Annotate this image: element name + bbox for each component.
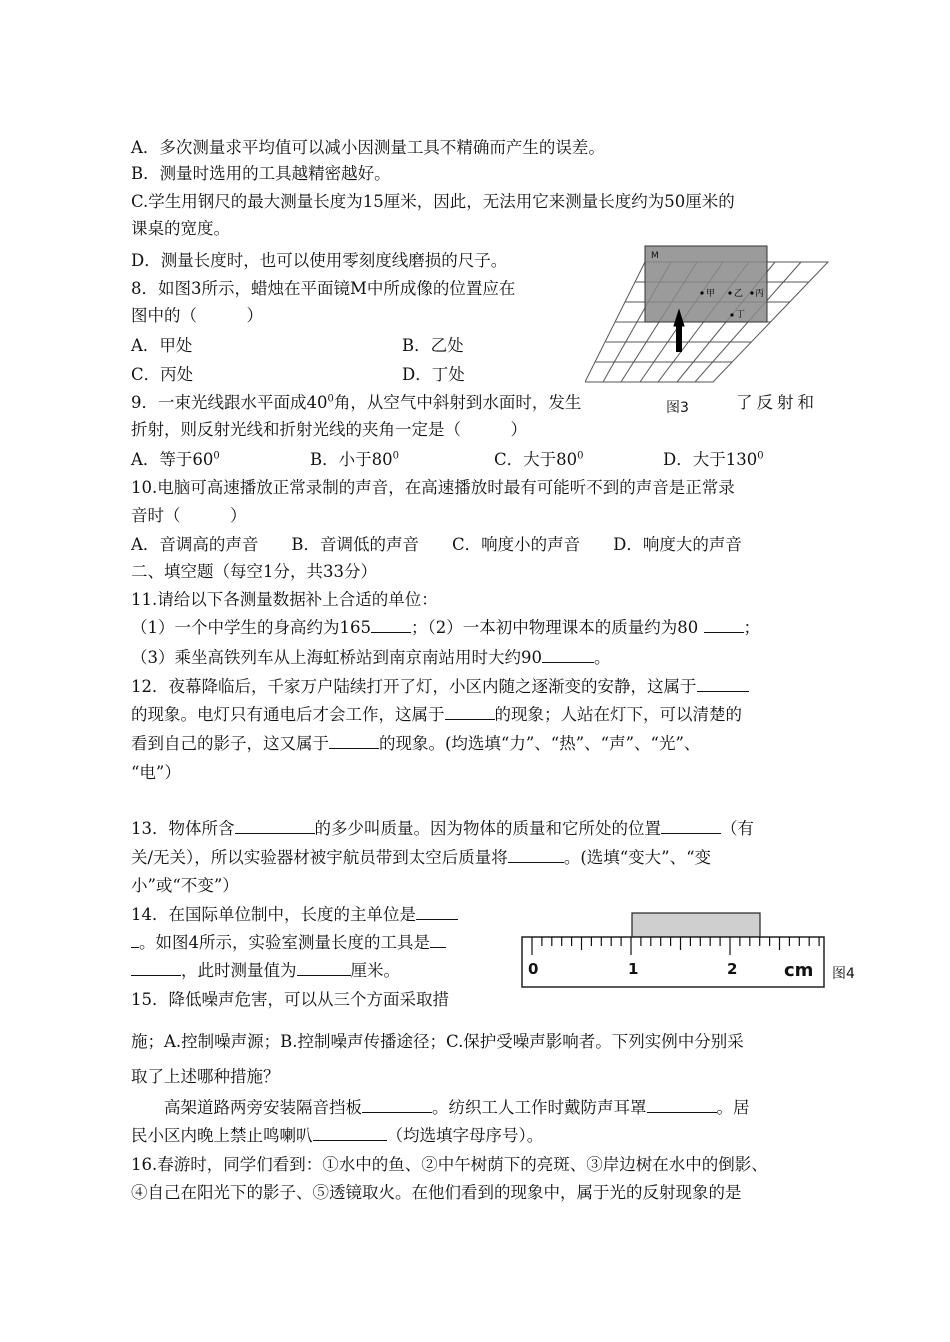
q7-option-c-line2: 课桌的宽度。 [131, 219, 230, 238]
blank[interactable] [661, 819, 721, 834]
blank[interactable] [313, 1126, 387, 1141]
q9-option-a: A．等于$60^0$ [131, 450, 220, 469]
q14-line2: 。如图4所示，实验室测量长度的工具是 [131, 932, 446, 954]
q9-option-d: D．大于$130^0$ [663, 450, 764, 469]
q14-line3: ，此时测量值为 厘米。 [131, 960, 400, 982]
blank[interactable] [131, 961, 181, 976]
point-ding: 丁 [736, 310, 746, 320]
point-yi: 乙 [734, 289, 744, 299]
measured-block [632, 913, 760, 937]
figure-4-ruler-diagram [520, 910, 830, 990]
q9-stem-line1-end: 了反射和 [736, 393, 818, 412]
blank[interactable] [416, 905, 458, 920]
q8-option-d: D．丁处 [402, 365, 465, 384]
q8-stem-line1: 8．如图3所示，蜡烛在平面镜M中所成像的位置应在 [131, 279, 516, 298]
q9-stem-line2: 折射，则反射光线和折射光线的夹角一定是（ ） [131, 420, 527, 439]
blank[interactable] [297, 961, 351, 976]
q12-line3: 看到自己的影子，这又属于 的现象。(均选填“力”、“热”、“声”、“光”、 [131, 734, 701, 753]
blank[interactable] [697, 677, 749, 692]
q10-stem-line1: 10.电脑可高速播放正常录制的声音，在高速播放时最有可能听不到的声音是正常录 [131, 478, 735, 497]
ruler-tick-2: 2 [727, 960, 738, 978]
q15-line3: 取了上述哪种措施？ [131, 1067, 280, 1086]
q9-stem-part-a: 9．一束光线跟水平面成40 [131, 393, 328, 412]
q15-line5: 民小区内晚上禁止鸣喇叭 （均选填字母序号）。 [131, 1126, 544, 1145]
q7-option-b: B．测量时选用的工具越精密越好。 [131, 164, 391, 183]
blank[interactable] [362, 1098, 432, 1113]
q9-stem-part-b: 角，从空气中斜射到水面时，发生 [333, 393, 582, 412]
point-bing: 丙 [755, 289, 765, 299]
ruler-unit: cm [784, 960, 814, 981]
blank[interactable] [508, 848, 564, 863]
q8-option-b: B．乙处 [402, 336, 464, 355]
q9-option-b: B．小于$80^0$ [310, 450, 399, 469]
q7-option-d: D．测量长度时，也可以使用零刻度线磨损的尺子。 [131, 251, 508, 270]
q16-line2: ④自己在阳光下的影子、⑤透镜取火。在他们看到的现象中，属于光的反射现象的是 [131, 1183, 742, 1202]
mirror-m [645, 246, 767, 322]
q11-line1: （1）一个中学生的身高约为165 ；（2）一本初中物理课本的质量约为80 ； [131, 618, 760, 637]
figure-4-caption: 图4 [832, 966, 855, 982]
figure-3-caption: 图3 [666, 400, 689, 416]
q12-line1: 12．夜幕降临后，千家万户陆续打开了灯，小区内随之逐渐变的安静，这属于 [131, 676, 749, 698]
q10-options: A．音调高的声音 B．音调低的声音 C．响度小的声音 D．响度大的声音 [131, 535, 742, 554]
q13-line3: 小”或“不变”） [131, 876, 239, 895]
q7-option-a: A．多次测量求平均值可以减小因测量工具不精确而产生的误差。 [131, 138, 605, 157]
blank[interactable] [647, 1098, 717, 1113]
q13-line1: 13．物体所含 的多少叫质量。因为物体的质量和它所处的位置 （有 [131, 819, 754, 838]
ruler-tick-0: 0 [528, 960, 539, 978]
q9-option-c: C．大于$80^0$ [494, 450, 584, 469]
blank[interactable] [542, 648, 594, 663]
blank[interactable] [445, 705, 495, 720]
q13-line2: 关/无关），所以实验器材被宇航员带到太空后质量将 。(选填“变大”、“变 [131, 848, 712, 867]
q14-line1: 14．在国际单位制中，长度的主单位是 [131, 904, 458, 926]
q11-line2: （3）乘坐高铁列车从上海虹桥站到南京南站用时大约90 。 [131, 648, 611, 667]
q15-line1: 15．降低噪声危害，可以从三个方面采取措 [131, 990, 449, 1009]
blank[interactable] [131, 933, 139, 948]
section-2-heading: 二、填空题（每空1分，共33分） [131, 562, 377, 581]
blank[interactable] [371, 618, 411, 633]
blank[interactable] [704, 618, 744, 633]
ruler-body [522, 937, 824, 987]
figure-3-plane-mirror-diagram [585, 244, 830, 384]
q9-degree-sup: 0 [327, 393, 334, 405]
q16-line1: 16.春游时，同学们看到：①水中的鱼、②中午树荫下的亮斑、③岸边树在水中的倒影、 [131, 1155, 768, 1174]
blank[interactable] [329, 734, 379, 749]
q15-line4: 高架道路两旁安装隔音挡板 。纺织工人工作时戴防声耳罩 。居 [131, 1098, 750, 1117]
q11-stem: 11.请给以下各测量数据补上合适的单位： [131, 590, 438, 609]
blank[interactable] [430, 933, 446, 948]
blank[interactable] [235, 819, 315, 834]
point-jia: 甲 [706, 289, 716, 299]
mirror-label: M [651, 251, 659, 261]
q8-option-c: C．丙处 [131, 365, 194, 384]
q8-stem-line2: 图中的（ ） [131, 306, 263, 325]
q12-line2: 的现象。电灯只有通电后才会工作，这属于 的现象；人站在灯下，可以清楚的 [131, 705, 742, 724]
q7-option-c-line1: C.学生用钢尺的最大测量长度为15厘米，因此，无法用它来测量长度约为50厘米的 [131, 192, 735, 211]
q12-line4: “电”） [131, 763, 181, 782]
q15-line2: 施；A.控制噪声源；B.控制噪声传播途径；C.保护受噪声影响者。下列实例中分别采 [131, 1032, 744, 1051]
ruler-tick-1: 1 [628, 960, 639, 978]
q9-stem-line1 [131, 392, 581, 414]
q8-option-a: A．甲处 [131, 336, 193, 355]
q10-stem-line2: 音时（ ） [131, 506, 247, 525]
